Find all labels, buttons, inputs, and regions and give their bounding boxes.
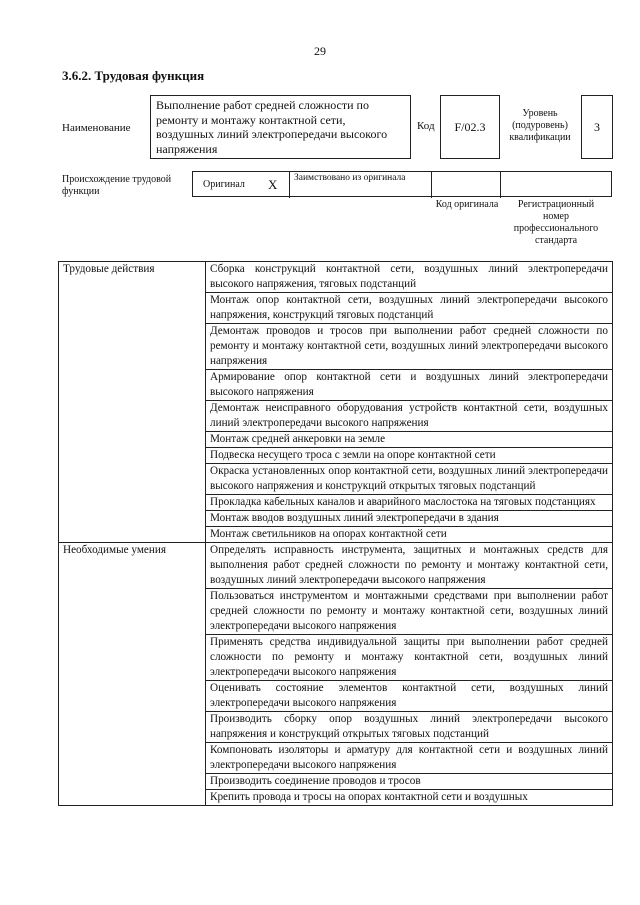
origin-table (192, 171, 612, 197)
table-row (59, 543, 613, 589)
list-item: Демонтаж проводов и тросов при выполнении работ средней сложности по ремонту и монтажу контактной сети, воздушных линий электропередачи высокого напряжения (206, 324, 613, 370)
original-mark: X (268, 177, 278, 192)
origin-code-label: Код оригинала (435, 199, 499, 210)
list-item: Монтаж опор контактной сети, воздушных линий электропередачи высокого напряжения, конструкций тяговых подстанций (206, 293, 613, 324)
list-item: Армирование опор контактной сети и воздушных линий электропередачи высокого напряжения (206, 370, 613, 401)
list-item: Крепить провода и тросы на опорах контактной сети и воздушных (206, 790, 613, 806)
list-item: Монтаж светильников на опорах контактной сети (206, 527, 613, 543)
list-item: Демонтаж неисправного оборудования устройств контактной сети, воздушных линий электропередачи высокого напряжения (206, 401, 613, 432)
original-cell (193, 172, 290, 198)
original-label: Оригинал (203, 179, 245, 190)
list-item: Пользоваться инструментом и монтажными средствами при выполнении работ средней сложности по ремонту и монтажу контактной сети, воздушных линий электропередачи высокого напряжения (206, 589, 613, 635)
skills-label: Необходимые умения (59, 543, 206, 806)
reg-number-label: Регистрационный номер профессионального стандарта (513, 199, 599, 246)
list-item: Монтаж вводов воздушных линий электропередачи в здания (206, 511, 613, 527)
name-label: Наименование (62, 122, 131, 134)
section-heading: 3.6.2. Трудовая функция (62, 68, 205, 83)
table-row (59, 262, 613, 293)
list-item: Производить сборку опор воздушных линий электропередачи высокого напряжения и конструкций открытых тяговых подстанций (206, 712, 613, 743)
labor-actions-label: Трудовые действия (59, 262, 206, 543)
qualification-level-value: 3 (581, 95, 613, 159)
labor-function-table (58, 261, 613, 806)
borrowed-label: Заимствовано из оригинала (294, 173, 406, 183)
reg-number-cell (501, 172, 611, 198)
list-item: Оценивать состояние элементов контактной сети, воздушных линий электропередачи высокого напряжения (206, 681, 613, 712)
list-item: Подвеска несущего троса с земли на опоре контактной сети (206, 448, 613, 464)
list-item: Сборка конструкций контактной сети, воздушных линий электропередачи высокого напряжения, тяговых подстанций (206, 262, 613, 293)
list-item: Монтаж средней анкеровки на земле (206, 432, 613, 448)
list-item: Применять средства индивидуальной защиты при выполнении работ средней сложности по ремонту и монтажу контактной сети, воздушных линий электропередачи высокого напряжения (206, 635, 613, 681)
borrowed-cell (290, 172, 432, 198)
list-item: Производить соединение проводов и тросов (206, 774, 613, 790)
list-item: Прокладка кабельных каналов и аварийного маслостока на тяговых подстанциях (206, 495, 613, 511)
origin-code-cell (432, 172, 501, 198)
list-item: Компоновать изоляторы и арматуру для контактной сети и воздушных линий электропередачи высокого напряжения (206, 743, 613, 774)
code-label: Код (417, 120, 435, 132)
origin-label: Происхождение трудовой функции (62, 174, 172, 197)
page-number: 29 (314, 44, 326, 58)
list-item: Определять исправность инструмента, защитных и монтажных средств для выполнения работ средней сложности по ремонту и монтажу контактной сети, воздушных линий электропередачи высокого напряжения (206, 543, 613, 589)
code-value: F/02.3 (440, 95, 500, 159)
qualification-level-label: Уровень (подуровень) квалификации (509, 108, 571, 143)
list-item: Окраска установленных опор контактной сети, воздушных линий электропередачи высокого напряжения и конструкций открытых тяговых подстанций (206, 464, 613, 495)
function-name-value: Выполнение работ средней сложности по ремонту и монтажу контактной сети, воздушных линий электропередачи высокого напряжения (150, 95, 411, 159)
